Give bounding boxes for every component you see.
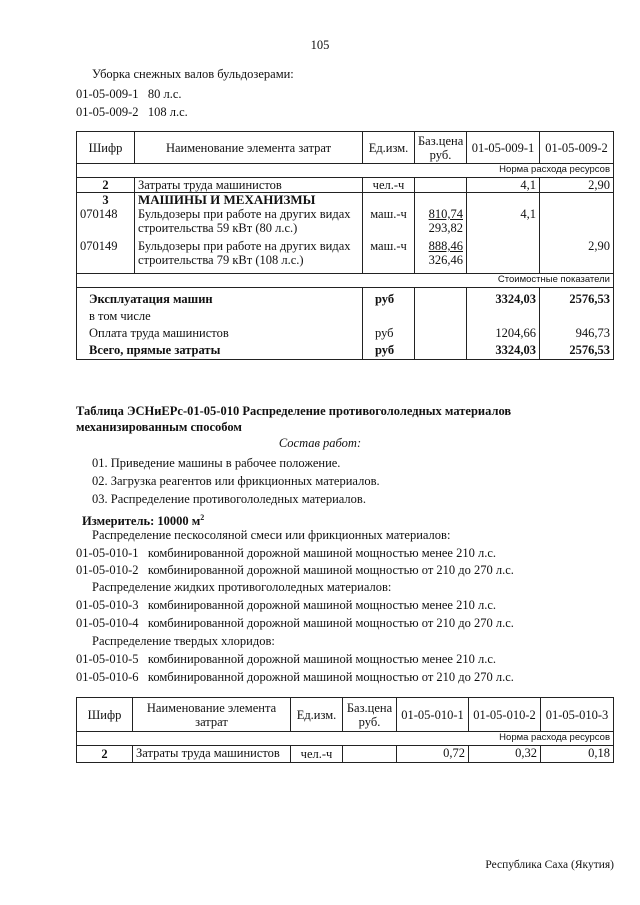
meter (82, 510, 204, 529)
item-text: комбинированной дорожной машиной мощностью от 210 до 270 л.с. (147, 563, 514, 577)
row-name (135, 207, 363, 239)
group-heading: Распределение пескосоляной смеси или фрикционных материалов: (92, 528, 451, 542)
table-row (77, 178, 614, 193)
header-price (343, 698, 397, 732)
row-name-line2: строительства 59 кВт (80 л.с.) (138, 221, 298, 235)
item-text: комбинированной дорожной машиной мощностью от 210 до 270 л.с. (147, 670, 514, 684)
intro-item-code: 01-05-009-1 (76, 87, 139, 101)
header-price-line2: руб. (429, 147, 452, 162)
norm-label-row (77, 732, 614, 746)
group-heading: Распределение жидких противогололедных материалов: (92, 580, 392, 594)
meter-sup: 2 (200, 513, 205, 522)
row-code: 2 (77, 178, 135, 193)
row-value-1: 4,1 (467, 207, 540, 239)
item-code: 01-05-010-6 (76, 670, 139, 684)
work-item: 03. Распределение противогололедных материалов. (92, 492, 366, 506)
item-code: 01-05-010-5 (76, 652, 139, 666)
row-code: 070148 (77, 207, 135, 239)
header-name-line1: Наименование элемента (146, 700, 277, 715)
cost-unit (375, 308, 411, 325)
row-value-2 (540, 207, 614, 239)
table-row (77, 207, 614, 239)
row-code: 2 (77, 746, 133, 763)
header-name (133, 698, 291, 732)
row-name: Затраты труда машинистов (133, 746, 291, 763)
table-header-row (77, 132, 614, 164)
row-code: 070149 (77, 239, 135, 273)
table-row (77, 746, 614, 763)
meter-label: Измеритель: 10000 м (82, 514, 201, 529)
work-item: 01. Приведение машины в рабочее положение. (92, 456, 341, 470)
row-value-3: 0,18 (541, 746, 614, 763)
header-price-line1: Баз.цена (346, 700, 393, 715)
cost-value: 1204,66 (495, 325, 536, 340)
works-title: Состав работ: (278, 436, 362, 450)
row-price (343, 746, 397, 763)
row-price (415, 178, 467, 193)
list-item (76, 546, 496, 561)
intro-item-code: 01-05-009-2 (76, 105, 139, 119)
row-name-line2: строительства 79 кВт (108 л.с.) (138, 253, 304, 267)
intro-item-text: 108 л.с. (147, 105, 188, 119)
cost-label: Стоимостные показатели (77, 273, 614, 287)
group-heading: Распределение твердых хлоридов: (92, 634, 275, 648)
row-price-line1: 888,46 (428, 239, 463, 253)
cost-value: 3324,03 (495, 291, 536, 306)
row-price-line1: 810,74 (428, 207, 463, 221)
section-row (77, 193, 614, 208)
table-row (77, 239, 614, 273)
intro-heading: Уборка снежных валов бульдозерами: (92, 67, 294, 81)
table-header-row (77, 698, 614, 732)
cost-value: 2576,53 (569, 291, 610, 306)
row-price-line2: 293,82 (428, 221, 463, 235)
row-unit: маш.-ч (363, 239, 415, 273)
item-text: комбинированной дорожной машиной мощностью от 210 до 270 л.с. (147, 616, 514, 630)
cost-unit: руб (375, 291, 395, 306)
row-price (415, 207, 467, 239)
header-col2: 01-05-009-2 (540, 132, 614, 164)
row-unit: чел.-ч (291, 746, 343, 763)
row-name: Затраты труда машинистов (135, 178, 363, 193)
table-title-line2: механизированным способом (76, 420, 242, 434)
header-code: Шифр (77, 698, 133, 732)
resource-table-01-05-009 (76, 131, 614, 360)
section-empty (363, 193, 415, 208)
section-name: МАШИНЫ И МЕХАНИЗМЫ (135, 193, 363, 208)
header-col1: 01-05-010-1 (397, 698, 469, 732)
item-code: 01-05-010-3 (76, 598, 139, 612)
cost-name: Всего, прямые затраты (89, 342, 221, 357)
item-text: комбинированной дорожной машиной мощностью менее 210 л.с. (147, 598, 497, 612)
row-value-1 (467, 239, 540, 273)
list-item (76, 652, 496, 667)
item-text: комбинированной дорожной машиной мощностью менее 210 л.с. (147, 652, 497, 666)
section-empty (540, 193, 614, 208)
row-name-line1: Бульдозеры при работе на других видах (138, 239, 351, 253)
cost-value (470, 308, 536, 325)
cost-values-1 (467, 287, 540, 359)
list-item (76, 598, 496, 613)
cost-name: в том числе (89, 308, 151, 323)
cost-price-empty (415, 287, 467, 359)
cost-value: 2576,53 (569, 342, 610, 357)
cost-name: Эксплуатация машин (89, 291, 213, 306)
intro-item (76, 87, 182, 102)
row-value-2: 2,90 (540, 239, 614, 273)
row-name (135, 239, 363, 273)
cost-values-2 (540, 287, 614, 359)
row-price-line2: 326,46 (428, 253, 463, 267)
norm-label: Норма расхода ресурсов (77, 164, 614, 178)
header-unit: Ед.изм. (363, 132, 415, 164)
work-item: 02. Загрузка реагентов или фрикционных материалов. (92, 474, 380, 488)
header-col2: 01-05-010-2 (469, 698, 541, 732)
row-value-2: 0,32 (469, 746, 541, 763)
list-item (76, 616, 514, 631)
item-code: 01-05-010-1 (76, 546, 139, 560)
row-unit: чел.-ч (363, 178, 415, 193)
row-value-1: 4,1 (467, 178, 540, 193)
row-unit: маш.-ч (363, 207, 415, 239)
cost-value: 3324,03 (495, 342, 536, 357)
intro-item-text: 80 л.с. (147, 87, 182, 101)
row-name-line1: Бульдозеры при работе на других видах (138, 207, 351, 221)
table-title-line1: Таблица ЭСНиЕРс-01-05-010 Распределение противогололедных материалов (76, 404, 512, 418)
row-value-1: 0,72 (397, 746, 469, 763)
cost-name: Оплата труда машинистов (89, 325, 229, 340)
list-item (76, 670, 514, 685)
item-text: комбинированной дорожной машиной мощностью менее 210 л.с. (147, 546, 497, 560)
section-empty (467, 193, 540, 208)
section-empty (415, 193, 467, 208)
row-value-2: 2,90 (540, 178, 614, 193)
header-price-line1: Баз.цена (418, 133, 464, 148)
item-code: 01-05-010-2 (76, 563, 139, 577)
footer-region: Республика Саха (Якутия) (485, 859, 614, 871)
header-code: Шифр (77, 132, 135, 164)
cost-block (77, 287, 614, 359)
cost-value (543, 308, 610, 325)
header-col3: 01-05-010-3 (541, 698, 614, 732)
header-name-line2: затрат (195, 714, 228, 729)
cost-value: 946,73 (575, 325, 610, 340)
cost-names (77, 287, 363, 359)
header-unit: Ед.изм. (291, 698, 343, 732)
header-col1: 01-05-009-1 (467, 132, 540, 164)
cost-unit: руб (375, 325, 394, 340)
cost-unit: руб (375, 342, 395, 357)
item-code: 01-05-010-4 (76, 616, 139, 630)
cost-label-row (77, 273, 614, 287)
section-code: 3 (77, 193, 135, 208)
list-item (76, 563, 514, 578)
header-name: Наименование элемента затрат (135, 132, 363, 164)
row-price (415, 239, 467, 273)
header-price (415, 132, 467, 164)
norm-label: Норма расхода ресурсов (77, 732, 614, 746)
header-price-line2: руб. (358, 714, 381, 729)
norm-label-row (77, 164, 614, 178)
page-number: 105 (310, 38, 330, 52)
intro-item (76, 105, 188, 120)
resource-table-01-05-010 (76, 697, 614, 763)
cost-units (363, 287, 415, 359)
